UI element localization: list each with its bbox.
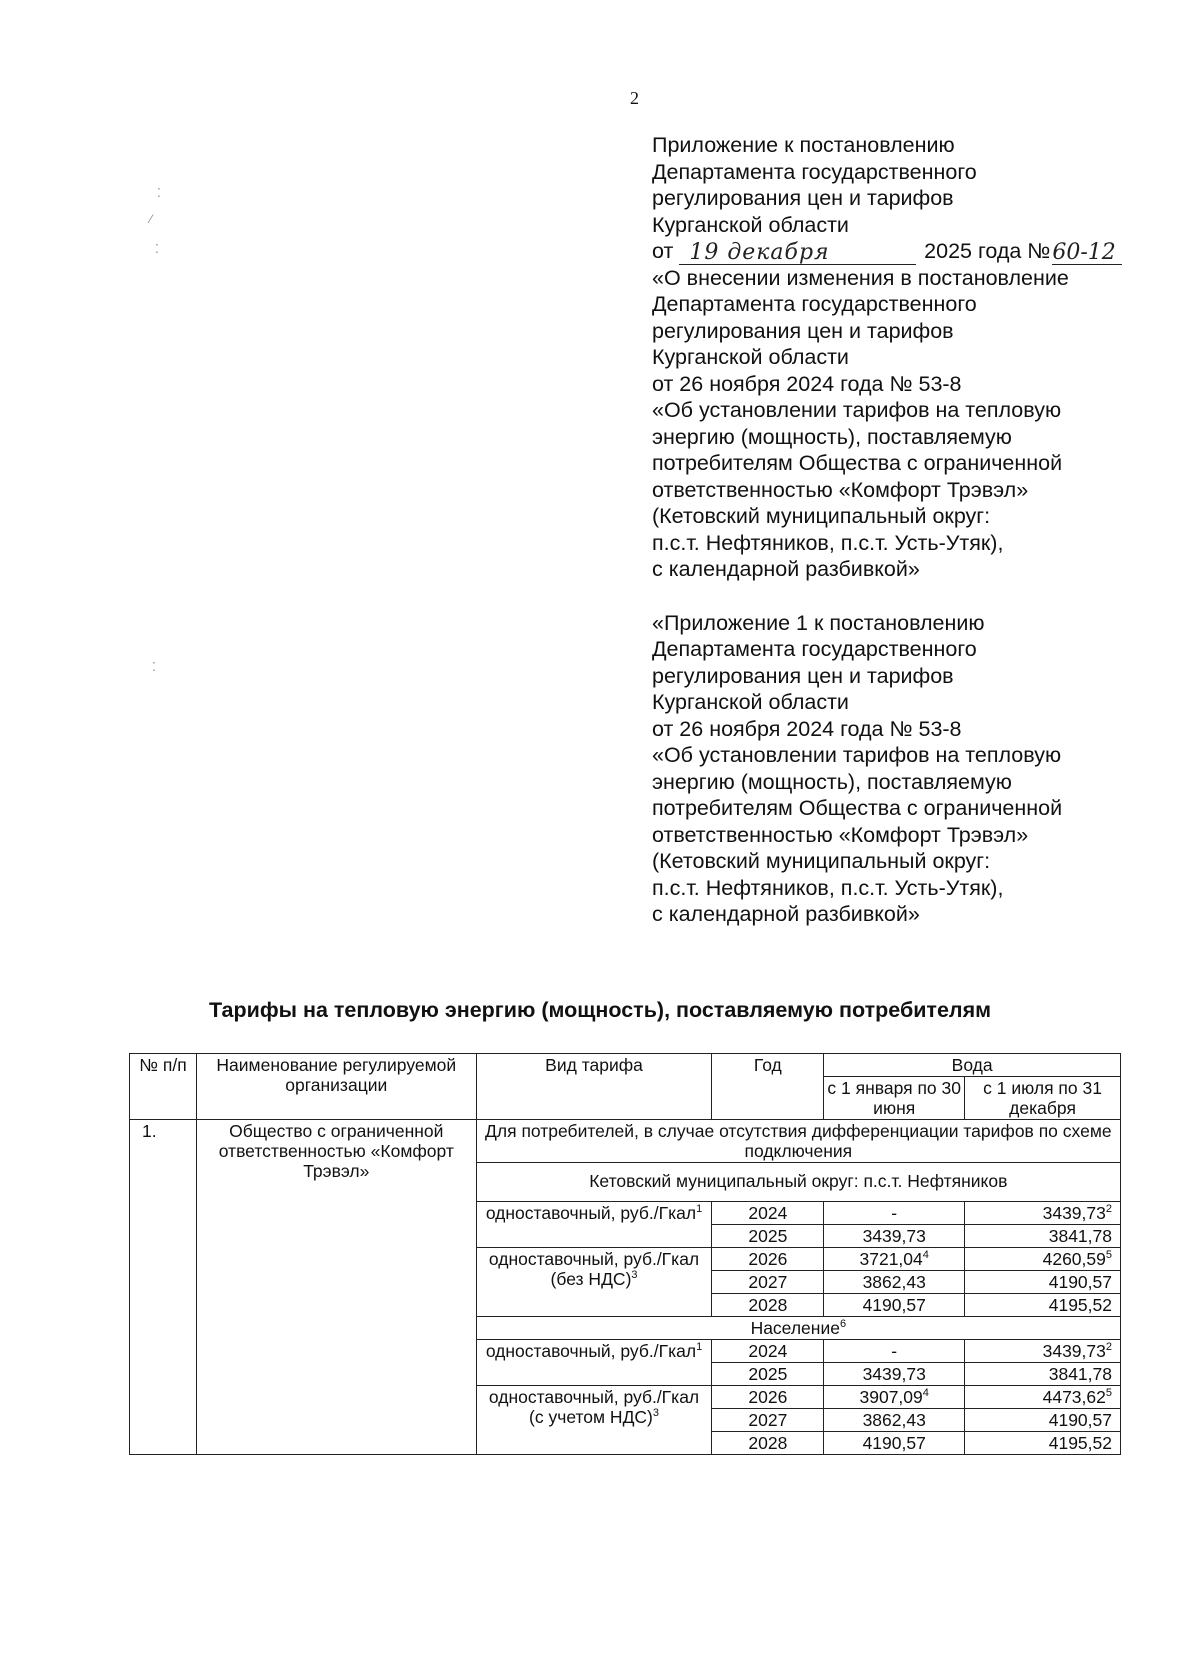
value-period-2-text: 4473,62 bbox=[1042, 1387, 1106, 1407]
value-period-1 bbox=[824, 1363, 965, 1386]
header-line: энергию (мощность), поставляемую bbox=[652, 424, 1012, 449]
tariffs-table bbox=[129, 1053, 1121, 1455]
header-line: п.с.т. Нефтяников, п.с.т. Усть-Утяк), bbox=[652, 875, 1004, 900]
header-row bbox=[130, 1054, 1121, 1077]
year-cell-text: 2027 bbox=[748, 1272, 788, 1292]
value-period-1 bbox=[824, 1202, 965, 1225]
value-period-2-text: 4190,57 bbox=[1048, 1410, 1112, 1430]
header-tariff-type: Вид тарифа bbox=[476, 1054, 712, 1120]
page-number: 2 bbox=[630, 88, 639, 108]
header-line: регулирования цен и тарифов bbox=[652, 186, 954, 210]
table-title: Тарифы на тепловую энергию (мощность), поставляемую потребителям bbox=[208, 998, 992, 1022]
footnote-marker: 3 bbox=[652, 1407, 660, 1420]
value-period-2 bbox=[965, 1248, 1121, 1271]
year-cell bbox=[712, 1225, 824, 1248]
org-name-text: Общество с ограниченной ответственностью «Комфорт Трэвэл» bbox=[218, 1121, 454, 1181]
value-period-2 bbox=[965, 1225, 1121, 1248]
row-number-text: 1. bbox=[142, 1121, 157, 1141]
value-period-2-text: 3841,78 bbox=[1048, 1364, 1112, 1384]
appendix-header bbox=[652, 132, 1122, 928]
value-period-1 bbox=[824, 1340, 965, 1363]
tariff-type-cell bbox=[476, 1386, 712, 1455]
section-note-text: Для потребителей, в случае отсутствия дифференциации тарифов по схеме подключения bbox=[485, 1121, 1112, 1161]
year-cell-text: 2026 bbox=[748, 1387, 788, 1407]
value-period-2 bbox=[965, 1271, 1121, 1294]
value-period-2-text: 4190,57 bbox=[1048, 1272, 1112, 1292]
value-period-2 bbox=[965, 1202, 1121, 1225]
row-number bbox=[130, 1120, 197, 1455]
value-period-1-text: 4190,57 bbox=[862, 1433, 926, 1453]
year-cell-text: 2026 bbox=[748, 1249, 788, 1269]
header-line: «Приложение 1 к постановлению bbox=[652, 610, 985, 635]
section-title-text: Кетовский муниципальный округ: п.с.т. Нефтяников bbox=[589, 1171, 1008, 1191]
year-cell bbox=[712, 1248, 824, 1271]
header-line: с календарной разбивкой» bbox=[652, 557, 920, 581]
footnote-marker: 5 bbox=[1105, 1387, 1112, 1400]
tariff-type-cell bbox=[476, 1340, 712, 1386]
value-period-1-text: 3721,04 bbox=[859, 1249, 923, 1269]
value-period-1-text: 3907,09 bbox=[859, 1387, 923, 1407]
value-period-1-text: - bbox=[891, 1341, 898, 1361]
value-period-2 bbox=[965, 1432, 1121, 1455]
header-line: ответственностью «Комфорт Трэвэл» bbox=[652, 477, 1029, 502]
section-note bbox=[476, 1120, 1120, 1163]
header-num: № п/п bbox=[130, 1054, 197, 1120]
year-text: 2025 года № bbox=[924, 239, 1051, 263]
table-row bbox=[130, 1120, 1121, 1163]
section-title bbox=[476, 1163, 1120, 1202]
year-cell-text: 2024 bbox=[748, 1203, 788, 1223]
section-title bbox=[476, 1317, 1120, 1340]
header-line: Курганской области bbox=[652, 212, 849, 237]
value-period-2-text: 3439,73 bbox=[1042, 1341, 1106, 1361]
year-cell-text: 2028 bbox=[748, 1295, 788, 1315]
footnote-marker: 1 bbox=[696, 1203, 703, 1216]
tariff-type-cell bbox=[476, 1248, 712, 1317]
value-period-2-text: 4195,52 bbox=[1048, 1433, 1112, 1453]
handwritten-date: 19 декабря bbox=[679, 242, 916, 265]
tariff-type-cell-text: одноставочный, руб./Гкал bbox=[485, 1341, 697, 1361]
header-line: ответственностью «Комфорт Трэвэл» bbox=[652, 822, 1029, 847]
year-cell bbox=[712, 1271, 824, 1294]
header-line: энергию (мощность), поставляемую bbox=[652, 769, 1012, 794]
header-line: от 26 ноября 2024 года № 53-8 bbox=[652, 371, 962, 396]
footnote-marker: 6 bbox=[839, 1318, 847, 1331]
footnote-marker: 2 bbox=[1105, 1341, 1112, 1354]
footnote-marker: 1 bbox=[696, 1341, 703, 1354]
footnote-marker: 4 bbox=[922, 1249, 929, 1262]
header-line: Курганской области bbox=[652, 690, 849, 714]
value-period-1 bbox=[824, 1225, 965, 1248]
header-line: потребителям Общества с ограниченной bbox=[652, 451, 1063, 475]
value-period-2-text: 4195,52 bbox=[1048, 1295, 1112, 1315]
header-line: Курганской области bbox=[652, 345, 849, 369]
header-line: Департамента государственного bbox=[652, 292, 977, 316]
value-period-1-text: 4190,57 bbox=[862, 1295, 926, 1315]
year-cell bbox=[712, 1202, 824, 1225]
scan-speck: ⁚ bbox=[157, 186, 161, 200]
header-line: Департамента государственного bbox=[652, 637, 977, 661]
header-line: (Кетовский муниципальный округ: bbox=[652, 504, 991, 528]
tariff-type-cell-text: одноставочный, руб./Гкал (без НДС) bbox=[488, 1249, 700, 1289]
year-cell-text: 2028 bbox=[748, 1433, 788, 1453]
org-name bbox=[196, 1120, 476, 1455]
scan-speck: ⁚ bbox=[152, 660, 156, 674]
value-period-2 bbox=[965, 1294, 1121, 1317]
header-line: Департамента государственного bbox=[652, 159, 977, 184]
value-period-1 bbox=[824, 1271, 965, 1294]
resolution-date-line bbox=[652, 238, 1122, 265]
year-cell bbox=[712, 1294, 824, 1317]
section-title-text: Население bbox=[750, 1318, 840, 1338]
tariff-type-cell bbox=[476, 1202, 712, 1248]
footnote-marker: 4 bbox=[922, 1387, 929, 1400]
year-cell bbox=[712, 1363, 824, 1386]
value-period-1-text: 3862,43 bbox=[862, 1410, 926, 1430]
scan-speck: ⁄ bbox=[150, 212, 153, 226]
footnote-marker: 5 bbox=[1105, 1249, 1112, 1262]
header-period-1: с 1 января по 30 июня bbox=[824, 1077, 965, 1120]
header-year: Год bbox=[712, 1054, 824, 1120]
tariff-type-cell-text: одноставочный, руб./Гкал (с учетом НДС) bbox=[488, 1387, 700, 1427]
handwritten-number: 60-12 bbox=[1052, 242, 1122, 265]
header-water: Вода bbox=[824, 1054, 1121, 1077]
header-line: от 26 ноября 2024 года № 53-8 bbox=[652, 716, 962, 741]
footnote-marker: 2 bbox=[1105, 1203, 1112, 1216]
year-cell bbox=[712, 1432, 824, 1455]
tariff-type-cell-text: одноставочный, руб./Гкал bbox=[485, 1203, 697, 1223]
date-prefix: от bbox=[652, 239, 674, 263]
header-line: регулирования цен и тарифов bbox=[652, 318, 954, 343]
year-cell-text: 2025 bbox=[748, 1226, 788, 1246]
header-line: «Об установлении тарифов на тепловую bbox=[652, 743, 1062, 767]
value-period-1 bbox=[824, 1386, 965, 1409]
header-org: Наименование регулируемой организации bbox=[196, 1054, 476, 1120]
value-period-1-text: 3862,43 bbox=[862, 1272, 926, 1292]
header-line: (Кетовский муниципальный округ: bbox=[652, 849, 991, 873]
value-period-1 bbox=[824, 1248, 965, 1271]
year-cell-text: 2025 bbox=[748, 1364, 788, 1384]
value-period-2 bbox=[965, 1386, 1121, 1409]
header-line: Приложение к постановлению bbox=[652, 133, 955, 157]
header-line: «Об установлении тарифов на тепловую bbox=[652, 398, 1062, 422]
value-period-2-text: 3439,73 bbox=[1042, 1203, 1106, 1223]
value-period-2-text: 4260,59 bbox=[1042, 1249, 1106, 1269]
header-line: потребителям Общества с ограниченной bbox=[652, 796, 1063, 820]
header-period-2: с 1 июля по 31 декабря bbox=[965, 1077, 1121, 1120]
year-cell-text: 2027 bbox=[748, 1410, 788, 1430]
year-cell bbox=[712, 1340, 824, 1363]
value-period-1 bbox=[824, 1294, 965, 1317]
value-period-1-text: 3439,73 bbox=[862, 1364, 926, 1384]
value-period-1 bbox=[824, 1409, 965, 1432]
value-period-2 bbox=[965, 1340, 1121, 1363]
year-cell bbox=[712, 1386, 824, 1409]
value-period-1-text: 3439,73 bbox=[862, 1226, 926, 1246]
value-period-1 bbox=[824, 1432, 965, 1455]
header-line: «О внесении изменения в постановление bbox=[652, 265, 1069, 290]
year-cell bbox=[712, 1409, 824, 1432]
footnote-marker: 3 bbox=[631, 1269, 638, 1282]
value-period-2 bbox=[965, 1409, 1121, 1432]
value-period-2-text: 3841,78 bbox=[1048, 1226, 1112, 1246]
value-period-2 bbox=[965, 1363, 1121, 1386]
year-cell-text: 2024 bbox=[748, 1341, 788, 1361]
header-line: регулирования цен и тарифов bbox=[652, 663, 954, 688]
value-period-1-text: - bbox=[891, 1203, 898, 1223]
header-line: п.с.т. Нефтяников, п.с.т. Усть-Утяк), bbox=[652, 530, 1004, 555]
scan-speck: ⁚ bbox=[155, 242, 159, 256]
header-line: с календарной разбивкой» bbox=[652, 902, 920, 926]
